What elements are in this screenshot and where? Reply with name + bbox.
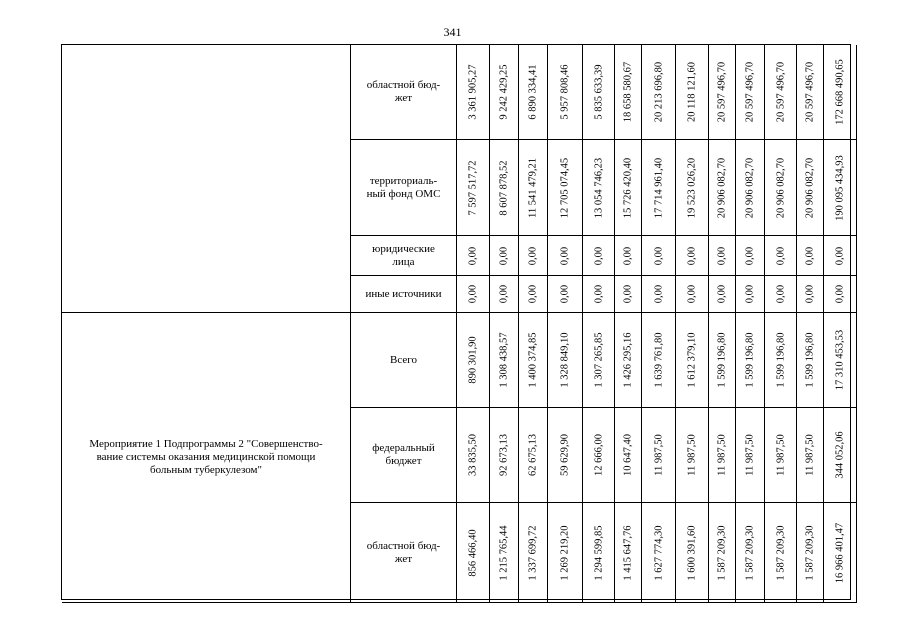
- value-cell: [736, 503, 765, 603]
- value-text: 12 705 074,45: [559, 157, 571, 218]
- value-cell: [615, 140, 642, 236]
- value-text: 1 328 849,10: [559, 332, 571, 388]
- value-cell: [709, 408, 736, 503]
- value-text: 15 726 420,40: [622, 157, 634, 218]
- value-cell: [736, 45, 765, 140]
- value-text: 0,00: [775, 246, 786, 265]
- value-text: 0,00: [593, 284, 604, 304]
- value-text: 11 541 479,21: [527, 157, 539, 218]
- value-cell: [583, 236, 615, 276]
- funding-source: Всего: [351, 313, 457, 408]
- value-cell: [490, 140, 519, 236]
- value-text: 0,00: [834, 284, 846, 304]
- value-text: 20 118 121,60: [686, 62, 698, 122]
- value-cell: [457, 45, 490, 140]
- value-cell: [676, 276, 709, 313]
- page-number: 341: [443, 25, 462, 39]
- value-text: 0,00: [527, 284, 539, 304]
- value-text: 11 987,50: [744, 434, 756, 476]
- value-cell: [519, 276, 548, 313]
- value-text: 9 242 429,25: [498, 64, 510, 120]
- value-text: 20 213 696,80: [653, 61, 664, 123]
- value-cell: [765, 45, 797, 140]
- value-cell: [797, 140, 824, 236]
- value-text: 1 294 599,85: [593, 524, 604, 581]
- value-text: 11 987,50: [775, 434, 786, 476]
- value-text: 17 714 961,40: [653, 157, 664, 218]
- value-cell: [548, 236, 583, 276]
- value-text: 890 301,90: [467, 336, 479, 384]
- value-text: 1 337 699,72: [527, 524, 539, 581]
- value-cell: [583, 408, 615, 503]
- value-text: 1 215 765,44: [498, 524, 510, 581]
- value-text: 190 095 434,93: [834, 154, 846, 221]
- value-cell: [736, 236, 765, 276]
- value-text: 1 307 265,85: [593, 332, 604, 388]
- value-text: 0,00: [559, 284, 571, 304]
- total-value-cell: [824, 140, 857, 236]
- value-text: 1 599 196,80: [775, 332, 786, 388]
- value-cell: [642, 313, 676, 408]
- value-cell: [709, 503, 736, 603]
- value-cell: [615, 276, 642, 313]
- value-cell: [709, 236, 736, 276]
- value-cell: [797, 408, 824, 503]
- value-cell: [490, 276, 519, 313]
- value-cell: [765, 408, 797, 503]
- value-text: 13 054 746,23: [593, 157, 604, 218]
- value-cell: [642, 276, 676, 313]
- value-text: 0,00: [834, 246, 846, 265]
- budget-table: [61, 44, 851, 600]
- value-text: 5 957 808,46: [559, 64, 571, 120]
- value-cell: [490, 45, 519, 140]
- value-text: 0,00: [716, 246, 728, 265]
- value-text: 1 269 219,20: [559, 524, 571, 581]
- value-cell: [519, 140, 548, 236]
- value-text: 0,00: [527, 246, 539, 265]
- value-cell: [676, 313, 709, 408]
- value-cell: [615, 313, 642, 408]
- value-text: 0,00: [744, 246, 756, 265]
- value-cell: [548, 313, 583, 408]
- value-text: 7 597 517,72: [467, 159, 479, 216]
- value-cell: [615, 503, 642, 603]
- value-text: 20 906 082,70: [804, 157, 816, 218]
- value-text: 10 647,40: [622, 434, 634, 476]
- value-text: 33 835,50: [467, 434, 479, 476]
- value-text: 6 890 334,41: [527, 64, 539, 120]
- value-cell: [642, 408, 676, 503]
- value-cell: [642, 236, 676, 276]
- value-cell: [519, 313, 548, 408]
- total-value-cell: [824, 408, 857, 503]
- funding-source: юридические лица: [351, 236, 457, 276]
- value-text: 59 629,90: [559, 434, 571, 476]
- value-cell: [490, 236, 519, 276]
- value-text: 1 600 391,60: [686, 524, 698, 581]
- value-cell: [615, 45, 642, 140]
- value-text: 0,00: [622, 246, 634, 265]
- value-text: 1 627 774,30: [653, 524, 664, 581]
- funding-source: федеральный бюджет: [351, 408, 457, 503]
- value-cell: [583, 503, 615, 603]
- value-cell: [548, 276, 583, 313]
- value-text: 20 906 082,70: [744, 157, 756, 218]
- funding-source: иные источники: [351, 276, 457, 313]
- value-text: 0,00: [744, 284, 756, 304]
- value-cell: [736, 408, 765, 503]
- total-value-cell: [824, 45, 857, 140]
- measure-description: Мероприятие 1 Подпрограммы 2 "Совершенство- вание системы оказания медицинской помощи больным туберкулезом": [62, 313, 351, 603]
- value-cell: [676, 236, 709, 276]
- value-cell: [765, 503, 797, 603]
- value-cell: [765, 276, 797, 313]
- value-cell: [457, 276, 490, 313]
- funding-source: областной бюд- жет: [351, 503, 457, 603]
- value-cell: [797, 236, 824, 276]
- value-text: 0,00: [559, 246, 571, 265]
- value-text: 1 599 196,80: [804, 332, 816, 388]
- value-cell: [583, 45, 615, 140]
- value-cell: [548, 503, 583, 603]
- value-text: 20 597 496,70: [716, 61, 728, 123]
- value-cell: [519, 236, 548, 276]
- value-text: 0,00: [498, 284, 510, 304]
- value-text: 8 607 878,52: [498, 159, 510, 216]
- value-cell: [490, 503, 519, 603]
- value-cell: [642, 503, 676, 603]
- value-cell: [583, 140, 615, 236]
- value-cell: [548, 140, 583, 236]
- value-text: 11 987,50: [804, 434, 816, 476]
- value-text: 0,00: [622, 284, 634, 304]
- value-cell: [457, 236, 490, 276]
- value-text: 0,00: [804, 246, 816, 265]
- value-text: 1 587 209,30: [804, 524, 816, 581]
- value-text: 11 987,50: [716, 434, 728, 476]
- value-cell: [709, 140, 736, 236]
- value-cell: [797, 503, 824, 603]
- value-cell: [583, 313, 615, 408]
- value-text: 0,00: [467, 246, 479, 265]
- value-text: 1 599 196,80: [716, 332, 728, 388]
- value-text: 92 673,13: [498, 434, 510, 476]
- value-cell: [797, 45, 824, 140]
- value-text: 18 658 580,67: [622, 61, 634, 123]
- value-cell: [709, 45, 736, 140]
- value-cell: [519, 503, 548, 603]
- value-text: 0,00: [498, 246, 510, 265]
- value-cell: [736, 276, 765, 313]
- value-text: 19 523 026,20: [686, 157, 698, 218]
- total-value-cell: [824, 236, 857, 276]
- value-text: 1 426 295,16: [622, 332, 634, 388]
- value-text: 1 612 379,10: [686, 332, 698, 388]
- value-text: 0,00: [716, 284, 728, 304]
- value-cell: [457, 313, 490, 408]
- value-cell: [615, 408, 642, 503]
- value-text: 1 587 209,30: [775, 524, 786, 581]
- value-text: 1 308 438,57: [498, 332, 510, 388]
- total-value-cell: [824, 313, 857, 408]
- value-text: 20 906 082,70: [775, 157, 786, 218]
- value-text: 0,00: [653, 284, 664, 304]
- funding-source: территориаль- ный фонд ОМС: [351, 140, 457, 236]
- funding-source: областной бюд- жет: [351, 45, 457, 140]
- value-cell: [709, 313, 736, 408]
- value-cell: [490, 313, 519, 408]
- value-text: 62 675,13: [527, 434, 539, 476]
- value-text: 20 597 496,70: [775, 61, 786, 123]
- value-cell: [490, 408, 519, 503]
- value-text: 344 052,06: [834, 431, 846, 479]
- value-cell: [765, 313, 797, 408]
- value-text: 0,00: [686, 246, 698, 265]
- value-text: 3 361 905,27: [467, 64, 479, 120]
- value-text: 11 987,50: [653, 434, 664, 476]
- value-cell: [736, 140, 765, 236]
- value-text: 1 400 374,85: [527, 332, 539, 388]
- value-text: 16 966 401,47: [834, 522, 846, 583]
- total-value-cell: [824, 503, 857, 603]
- value-text: 1 639 761,80: [653, 332, 664, 388]
- measure-description: [62, 45, 351, 313]
- value-text: 17 310 453,53: [834, 329, 846, 391]
- value-text: 0,00: [467, 284, 479, 304]
- value-text: 11 987,50: [686, 434, 698, 476]
- value-text: 12 666,00: [593, 434, 604, 476]
- value-cell: [676, 140, 709, 236]
- value-cell: [457, 140, 490, 236]
- value-cell: [765, 140, 797, 236]
- value-cell: [615, 236, 642, 276]
- total-value-cell: [824, 276, 857, 313]
- value-cell: [642, 45, 676, 140]
- value-text: 1 587 209,30: [716, 524, 728, 581]
- value-cell: [709, 276, 736, 313]
- value-text: 1 415 647,76: [622, 524, 634, 581]
- value-cell: [519, 408, 548, 503]
- value-cell: [676, 503, 709, 603]
- value-text: 1 599 196,80: [744, 332, 756, 388]
- value-text: 172 668 490,65: [834, 59, 846, 125]
- value-text: 0,00: [593, 246, 604, 265]
- value-cell: [765, 236, 797, 276]
- value-cell: [676, 408, 709, 503]
- value-text: 0,00: [775, 284, 786, 304]
- value-text: 0,00: [686, 284, 698, 304]
- value-text: 20 906 082,70: [716, 157, 728, 218]
- value-cell: [797, 276, 824, 313]
- value-text: 0,00: [653, 246, 664, 265]
- value-cell: [583, 276, 615, 313]
- value-cell: [642, 140, 676, 236]
- value-text: 20 597 496,70: [804, 61, 816, 123]
- value-cell: [457, 503, 490, 603]
- value-cell: [797, 313, 824, 408]
- value-cell: [548, 408, 583, 503]
- value-cell: [736, 313, 765, 408]
- value-text: 0,00: [804, 284, 816, 304]
- value-cell: [548, 45, 583, 140]
- value-text: 20 597 496,70: [744, 61, 756, 123]
- value-text: 856 466,40: [467, 528, 479, 577]
- value-text: 5 835 633,39: [593, 64, 604, 120]
- value-cell: [519, 45, 548, 140]
- value-cell: [676, 45, 709, 140]
- value-text: 1 587 209,30: [744, 524, 756, 581]
- value-cell: [457, 408, 490, 503]
